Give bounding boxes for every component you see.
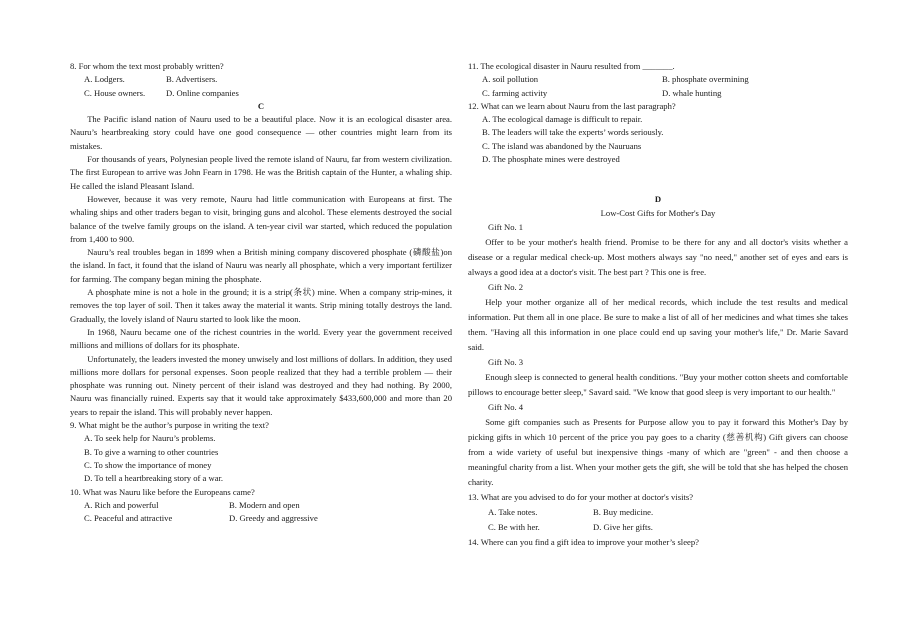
passage-c-paragraph-4: Nauru’s real troubles began in 1899 when a British mining company discovered phosphate (磷酸盐)on the island. In fact, it found that the island of Nauru was nearly all phosphate, which a very important fertilizer for farming. The company began mining the phosphate. <box>70 247 452 284</box>
gift-3-heading: Gift No. 3 <box>488 356 524 367</box>
gift-2-text: Help your mother organize all of her medical records, which include the test results and medical information. Put them all in one place. Be sure to make a list of all of her medicines and what times she takes them. "Having all this information in one place could end up saving your mother's life," Dr. Marie Savard said. <box>468 296 848 352</box>
section-d-heading: D <box>654 194 662 205</box>
question-13-options-row1 <box>468 505 848 520</box>
option-11b: B. phosphate overmining <box>662 74 749 85</box>
option-10b: B. Modern and open <box>229 499 300 510</box>
gift-4-text: Some gift companies such as Presents for Purpose allow you to pay it forward this Mother's Day by picking gifts in which 10 percent of the price you pay goes to a charity (慈善机构) Gift givers can choose from a wide variety of useful but inexpensive things -many of which are "green" - and then choose a meaningful charity from a list. When your mother gets the gift, she will be told that she has helped the chosen charity. <box>468 416 848 487</box>
passage-c-paragraph-6: In 1968, Nauru became one of the richest countries in the world. Every year the government received millions and millions of dollars for its phosphate. <box>70 326 452 351</box>
option-8b: B. Advertisers. <box>166 74 218 85</box>
option-9c: C. To show the importance of money <box>84 459 212 470</box>
question-10-stem: 10. What was Nauru like before the Europeans came? <box>70 486 255 497</box>
option-12c: C. The island was abandoned by the Nauruans <box>482 140 642 151</box>
gift-4-heading: Gift No. 4 <box>488 401 524 412</box>
gift-1-text: Offer to be your mother's health friend. Promise to be there for any and all doctor's visits whether a disease or a regular medical check-up. Most mothers always say "no need," another set of eyes and ears is always a good idea at a doctor's visit. The best part ? This one is free. <box>468 236 848 277</box>
option-8c: C. House owners. <box>84 87 146 98</box>
question-11-options-row2 <box>468 87 848 100</box>
right-column <box>468 60 848 550</box>
question-9-stem: 9. What might be the author’s purpose in writing the text? <box>70 420 269 431</box>
question-10-options-row1 <box>70 499 452 512</box>
passage-c-paragraph-2: For thousands of years, Polynesian people lived the remote island of Nauru, far from western civilization. The first European to arrive was John Fearn in 1798. He was the British captain of the Hunter, a whaling ship. He called the island Pleasant Island. <box>70 154 452 191</box>
passage-c-paragraph-3: However, because it was very remote, Nauru had little communication with Europeans at first. The whaling ships and other traders began to visit, bringing guns and alcohol. These elements destroyed the social balance of the twelve family groups on the island. A ten-year civil war started, which reduced the population from 1,400 to 900. <box>70 193 452 244</box>
gift-2-heading: Gift No. 2 <box>488 281 524 292</box>
option-13d: D. Give her gifts. <box>593 521 653 532</box>
option-8d: D. Online companies <box>166 87 239 98</box>
option-13c: C. Be with her. <box>488 521 540 532</box>
passage-d-title: Low-Cost Gifts for Mother's Day <box>600 207 716 218</box>
option-11d: D. whale hunting <box>662 87 722 98</box>
option-12a: A. The ecological damage is difficult to repair. <box>482 114 643 125</box>
gift-3-text: Enough sleep is connected to general health conditions. "Buy your mother cotton sheets and comfortable pillows to encourage better sleep," Savard said. "We know that good sleep is very important to our health." <box>468 371 848 397</box>
option-8a: A. Lodgers. <box>84 74 125 85</box>
question-8-options-row2 <box>70 87 452 100</box>
question-10-options-row2 <box>70 512 452 525</box>
option-9b: B. To give a warning to other countries <box>84 446 219 457</box>
question-12-stem: 12. What can we learn about Nauru from the last paragraph? <box>468 100 676 111</box>
option-10a: A. Rich and powerful <box>84 499 159 510</box>
question-11-options-row1 <box>468 73 848 86</box>
gift-1-heading: Gift No. 1 <box>488 221 524 232</box>
option-9a: A. To seek help for Nauru’s problems. <box>84 433 216 444</box>
section-c-heading: C <box>257 100 265 111</box>
option-12d: D. The phosphate mines were destroyed <box>482 154 620 165</box>
question-14-stem: 14. Where can you find a gift idea to improve your mother’s sleep? <box>468 536 699 547</box>
option-13b: B. Buy medicine. <box>593 506 654 517</box>
option-9d: D. To tell a heartbreaking story of a war. <box>84 473 224 484</box>
question-13-options-row2 <box>468 520 848 535</box>
option-11a: A. soil pollution <box>482 74 539 85</box>
option-11c: C. farming activity <box>482 87 548 98</box>
passage-c-paragraph-7: Unfortunately, the leaders invested the money unwisely and lost millions of dollars. In addition, they used millions more dollars for personal expenses. Soon people realized that they had a terrible problem — their phosphate was running out. Ninety percent of their island was destroyed and they had nothing. By 2000, Nauru was financially ruined. Experts say that it would take approximately $433,600,000 and more than 20 years to repair the island. This will probably never happen. <box>70 353 452 417</box>
question-11-stem: 11. The ecological disaster in Nauru resulted from _______. <box>468 61 675 71</box>
question-8-stem: 8. For whom the text most probably written? <box>70 61 224 71</box>
option-13a: A. Take notes. <box>488 506 538 517</box>
option-10d: D. Greedy and aggressive <box>229 513 318 524</box>
passage-c-paragraph-5: A phosphate mine is not a hole in the ground; it is a strip(条状) mine. When a company strip-mines, it removes the top layer of soil. Then it takes away the material it wants. Strip mining totally destroys the land. Gradually, the lovely island of Nauru started to look like the moon. <box>70 287 452 324</box>
option-10c: C. Peaceful and attractive <box>84 513 173 524</box>
question-13-stem: 13. What are you advised to do for your mother at doctor's visits? <box>468 491 694 502</box>
question-8-options-row1 <box>70 73 452 86</box>
passage-c-paragraph-1: The Pacific island nation of Nauru used to be a beautiful place. Now it is an ecological disaster area. Nauru’s heartbreaking story could have one good consequence — other countries might learn from its mistakes. <box>70 114 452 151</box>
section-spacer <box>468 166 848 193</box>
left-column <box>70 60 452 525</box>
option-12b: B. The leaders will take the experts’ words seriously. <box>482 127 664 138</box>
